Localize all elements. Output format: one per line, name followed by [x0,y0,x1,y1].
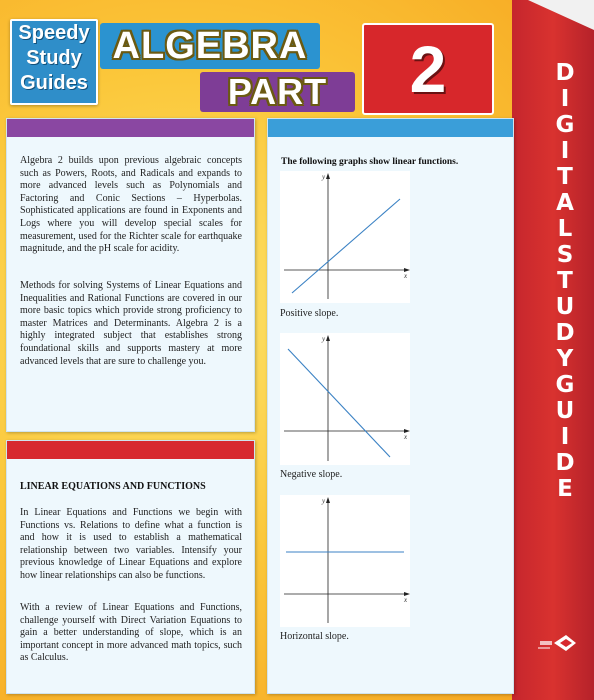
logo-line-1: Speedy [18,22,90,44]
graph-positive-slope [280,171,410,303]
caption-horizontal-slope: Horizontal slope. [280,631,349,642]
speedy-study-guides-logo [10,19,98,105]
graph3-x-label: x [404,596,408,604]
caption-negative-slope: Negative slope. [280,469,343,480]
band-vertical-text: DIGITAL STUDY GUIDE [555,60,575,502]
title-part: PART [200,72,355,112]
positive-slope-line [292,199,400,293]
graph2-x-label: x [404,433,408,441]
linear-panel-header [7,441,254,459]
page-curl [528,0,594,30]
linear-paragraph-1: In Linear Equations and Functions we begin with Functions vs. Relations to define what a function is and how it is used to establish a mathematical relationship between two variables. Intensify your previous knowledge of Linear Equations and explore how linear relationships can also be functions. [20,507,242,581]
graph-horizontal-slope [280,495,410,627]
title-algebra: ALGEBRA [100,23,320,69]
linear-paragraph-2: With a review of Linear Equations and Functions, challenge yourself with Direct Variation Equations to gain a better understanding of slope, which is an important concept in more advanced math topics, such as Calculus. [20,602,242,664]
graph1-x-label: x [404,272,408,280]
graph-negative-slope [280,333,410,465]
intro-panel [6,118,255,432]
graphs-heading: The following graphs show linear functions. [281,157,459,167]
linear-equations-panel [6,440,255,694]
graph2-y-label: y [322,335,326,343]
graph1-y-label: y [322,173,326,181]
graphs-panel [267,118,514,694]
graphs-panel-header [268,119,513,137]
graph3-y-label: y [322,497,326,505]
book-arrow-icon [538,631,578,655]
caption-positive-slope: Positive slope. [280,308,339,319]
negative-slope-line [288,349,390,457]
title-number: 2 [362,23,494,115]
intro-paragraph-1: Algebra 2 builds upon previous algebraic concepts such as Powers, Roots, and Radicals and expands to more advanced levels such as Polynomials and Factoring and Conic Sections – Hyperbolas. Sophisticated applications are found in Exponents and Logs where you will develop special scales for measurement, used for the Richter scale for earthquake magnitude, and the pH scale for acidity. [20,155,242,255]
logo-line-2: Study [26,47,82,69]
intro-paragraph-2: Methods for solving Systems of Linear Equations and Inequalities and Rational Functions are covered in our more basic topics which provide strong proficiency to master Matrices and Determinants. Algebra 2 is a highly integrated subject that establishes strong foundational skills and supports mastery at more advanced levels that are sure to challenge you. [20,280,242,367]
linear-heading: LINEAR EQUATIONS AND FUNCTIONS [20,481,206,492]
logo-line-3: Guides [20,72,88,94]
intro-panel-header [7,119,254,137]
